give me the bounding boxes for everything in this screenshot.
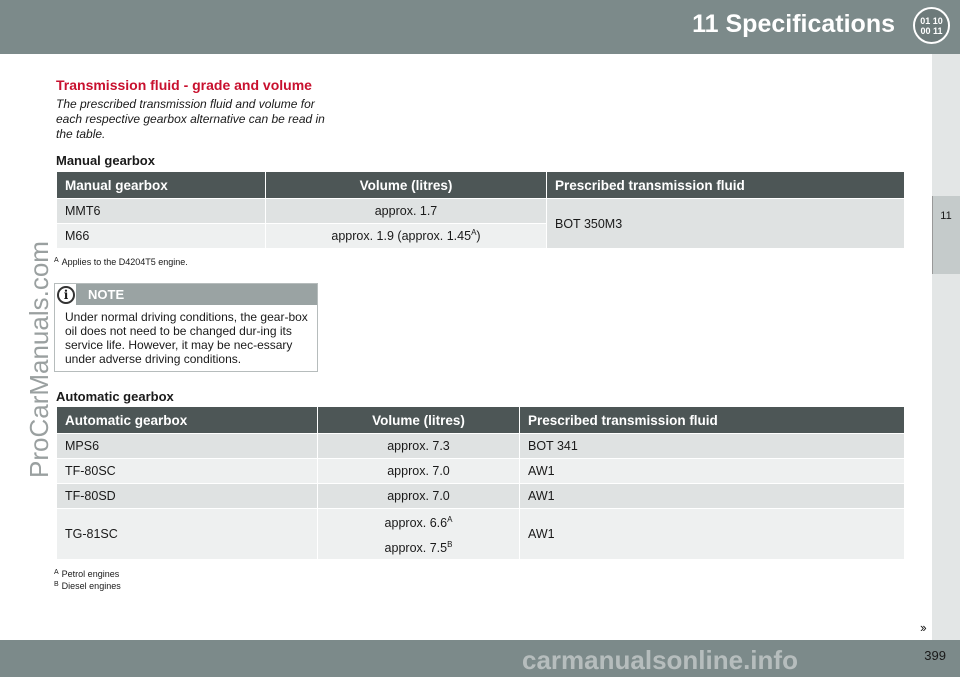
automatic-gearbox-table (56, 406, 905, 560)
volume-cell (266, 224, 547, 249)
manual-gearbox-table (56, 171, 905, 249)
volume-text: approx. 1.9 (approx. 1.45 (331, 229, 472, 244)
chapter-badge-icon (913, 7, 950, 44)
chapter-title: 11 Specifications (692, 10, 895, 38)
badge-line-2: 00 11 (920, 26, 943, 36)
watermark-side: ProCarManuals.com (24, 241, 54, 478)
table-row (57, 434, 905, 459)
fluid-cell: BOT 350M3 (547, 199, 905, 249)
footnote-letter: A (54, 257, 59, 264)
column-header: Manual gearbox (57, 172, 266, 199)
next-page-arrows-icon[interactable]: ›› (920, 620, 925, 635)
volume-line-a (326, 509, 511, 534)
note-box (54, 283, 318, 372)
table-row (57, 509, 905, 560)
gearbox-cell: TF-80SC (57, 459, 318, 484)
gearbox-cell: MPS6 (57, 434, 318, 459)
footnote-ref: A (447, 515, 453, 524)
gearbox-cell: MMT6 (57, 199, 266, 224)
side-tab-chapter-11[interactable] (932, 196, 960, 274)
footnote-ref: B (447, 540, 453, 550)
section-title: Transmission fluid - grade and volume (56, 77, 312, 93)
automatic-gearbox-heading: Automatic gearbox (56, 389, 174, 404)
gearbox-cell: TG-81SC (57, 509, 318, 560)
volume-tail: ) (476, 229, 481, 244)
automatic-footnote (54, 569, 119, 579)
column-header: Automatic gearbox (57, 407, 318, 434)
column-header: Prescribed transmission fluid (547, 172, 905, 199)
footnote-text: Applies to the D4204T5 engine. (61, 257, 188, 267)
manual-footnote (54, 257, 188, 267)
page-number: 399 (924, 648, 946, 663)
volume-cell: approx. 1.7 (266, 199, 547, 224)
fluid-cell: AW1 (520, 509, 905, 560)
info-icon: i (57, 286, 75, 304)
side-tab-strip (932, 54, 960, 640)
fluid-cell: AW1 (520, 484, 905, 509)
volume-cell: approx. 7.0 (318, 459, 520, 484)
note-title: NOTE (76, 284, 317, 305)
footnote-letter: B (54, 581, 59, 588)
watermark-bottom: carmanualsonline.info (522, 645, 798, 675)
badge-line-1: 01 10 (920, 16, 943, 26)
column-header: Prescribed transmission fluid (520, 407, 905, 434)
section-intro: The prescribed transmission fluid and volume for each respective gearbox alternative can be read in the table. (56, 97, 325, 141)
footnote-text: Diesel engines (61, 581, 121, 591)
chapter-badge (905, 0, 960, 54)
column-header: Volume (litres) (318, 407, 520, 434)
volume-text: approx. 6.6 (384, 516, 448, 531)
automatic-footnote (54, 581, 121, 591)
volume-line-b (326, 534, 511, 559)
gearbox-cell: TF-80SD (57, 484, 318, 509)
gearbox-cell: M66 (57, 224, 266, 249)
fluid-cell: BOT 341 (520, 434, 905, 459)
footnote-ref: A (471, 228, 477, 238)
manual-gearbox-heading: Manual gearbox (56, 153, 155, 168)
footnote-text: Petrol engines (61, 569, 120, 579)
note-text: Under normal driving conditions, the gear-box oil does not need to be changed dur-ing its service life. However, it may be nec-essary under adverse driving conditions. (65, 310, 308, 366)
volume-cell: approx. 7.0 (318, 484, 520, 509)
table-row (57, 484, 905, 509)
table-row (57, 199, 905, 224)
fluid-cell: AW1 (520, 459, 905, 484)
table-header-row (57, 172, 905, 199)
column-header: Volume (litres) (266, 172, 547, 199)
volume-text: approx. 7.5 (384, 541, 448, 556)
table-header-row (57, 407, 905, 434)
volume-cell: approx. 7.3 (318, 434, 520, 459)
table-row (57, 459, 905, 484)
footnote-letter: A (54, 569, 59, 576)
side-tab-label: 11 (940, 210, 952, 222)
volume-cell (318, 509, 520, 560)
